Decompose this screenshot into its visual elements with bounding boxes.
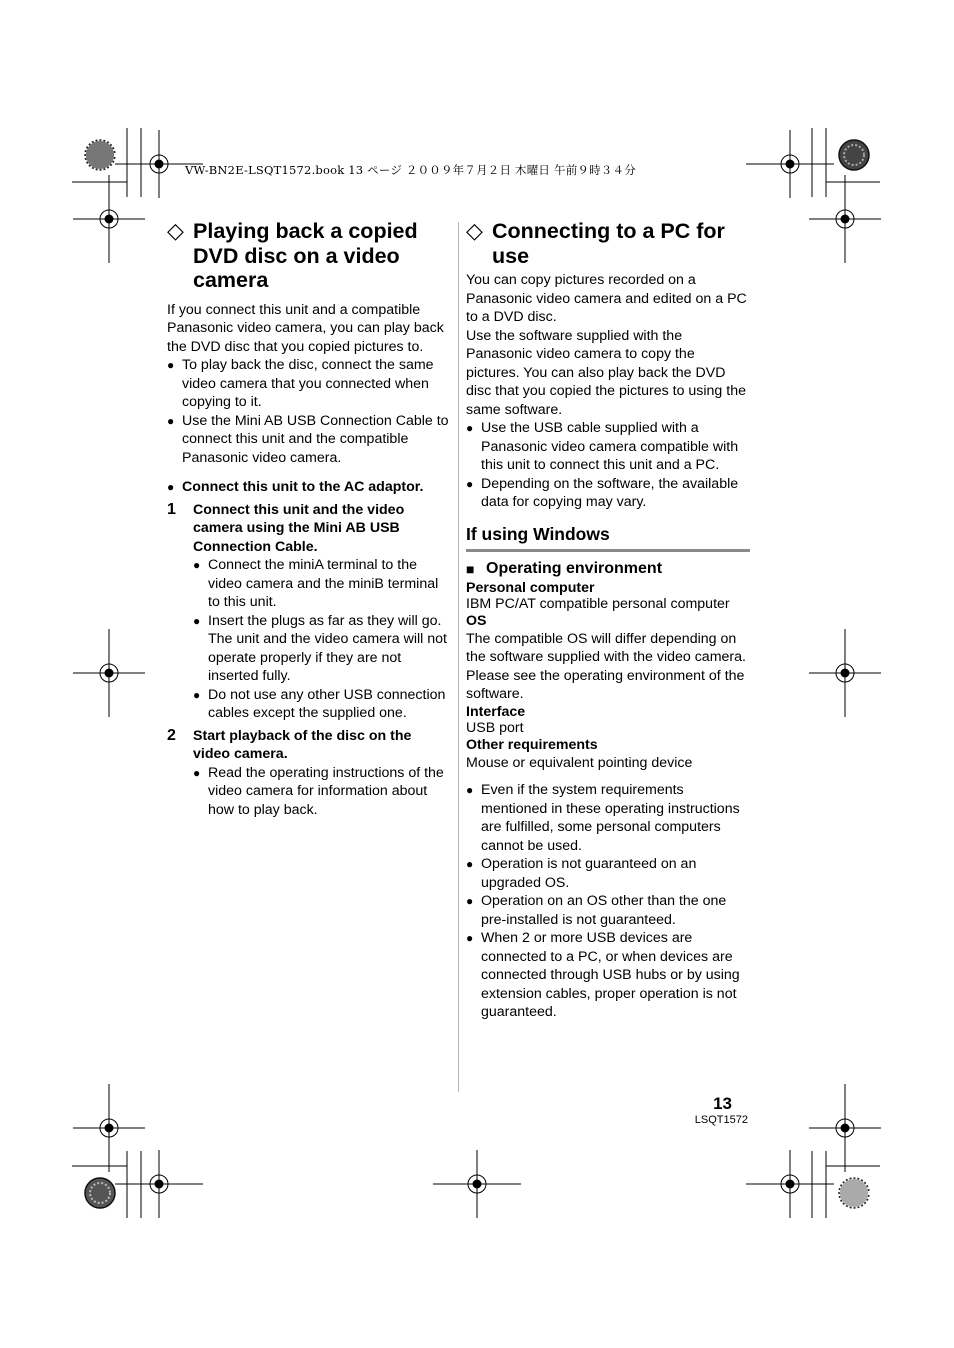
- section-title: Playing back a copied DVD disc on a video camera: [193, 219, 418, 292]
- list-item: ● Do not use any other USB connection cables except the supplied one.: [193, 686, 446, 721]
- model-code: LSQT1572: [694, 1114, 748, 1126]
- env-label: OS: [466, 613, 487, 629]
- right-column: [466, 219, 750, 1022]
- env-item: [466, 580, 750, 614]
- list-item: ● Use the USB cable supplied with a Panasonic video camera compatible with this unit to connect this unit and a PC.: [466, 420, 739, 473]
- section-heading-pc: [466, 219, 750, 268]
- env-label: Other requirements: [466, 737, 598, 753]
- bullet-dot-icon: ●: [466, 476, 474, 491]
- env-label: Personal computer: [466, 579, 595, 596]
- column-divider: [458, 222, 459, 1092]
- env-item: [466, 704, 750, 738]
- step-number: 1: [167, 500, 176, 518]
- env-value: IBM PC/AT compatible personal computer: [466, 596, 730, 612]
- print-job-header: VW-BN2E-LSQT1572.book 13 ページ ２００９年７月２日 木曜日 午前９時３４分: [185, 163, 636, 177]
- bullet-dot-icon: ●: [193, 613, 201, 628]
- bullet-dot-icon: ●: [466, 857, 474, 871]
- bullet-dot-icon: ●: [466, 783, 474, 797]
- list-item: ● Insert the plugs as far as they will go. The unit and the video camera will not operate properly if they are not inserted fully.: [193, 612, 447, 684]
- list-item: ● When 2 or more USB devices are connected to a PC, or when devices are connected through USB hubs or by using extension cables, proper operation is not guaranteed.: [466, 930, 740, 1020]
- diamond-outline-icon: ◇: [167, 218, 184, 243]
- list-item: ● Operation on an OS other than the one pre-installed is not guaranteed.: [466, 893, 727, 928]
- page-number: 13: [713, 1094, 732, 1113]
- env-value: USB port: [466, 720, 524, 736]
- env-label: Interface: [466, 703, 526, 720]
- step-number: 2: [167, 726, 176, 744]
- list-item: ● Even if the system requirements mentioned in these operating instructions are fulfilled, some personal computers cannot be used.: [466, 782, 740, 854]
- section-heading-playback: [167, 219, 449, 293]
- bullet-dot-icon: ●: [167, 358, 175, 372]
- left-column: [167, 219, 449, 819]
- step-2: [167, 727, 449, 764]
- intro-paragraph: You can copy pictures recorded on a Panasonic video camera and edited on a PC to a DVD disc.: [466, 272, 747, 325]
- bullet-dot-icon: ●: [193, 687, 201, 702]
- subsection-heading: ■ Operating environment: [466, 558, 750, 580]
- step-1: [167, 501, 449, 557]
- bullet-dot-icon: ●: [167, 413, 175, 428]
- pre-step-instruction: ● Connect this unit to the AC adaptor.: [167, 479, 424, 495]
- intro-paragraph: If you connect this unit and a compatible Panasonic video camera, you can play back the DVD disc that you copied pictures to.: [167, 301, 444, 355]
- step-text: Start playback of the disc on the video camera.: [193, 727, 412, 762]
- bullet-dot-icon: ●: [193, 765, 201, 780]
- bullet-dot-icon: ●: [466, 421, 474, 435]
- env-item: [466, 613, 750, 704]
- list-item: ● Depending on the software, the available data for copying may vary.: [466, 475, 739, 510]
- env-value: The compatible OS will differ depending on the software supplied with the video camera. Please see the operating environment of the software.: [466, 630, 746, 702]
- bullet-dot-icon: ●: [466, 894, 474, 908]
- section-title: Connecting to a PC for use: [492, 219, 725, 268]
- list-item: ● Use the Mini AB USB Connection Cable to connect this unit and the compatible Panasonic video camera.: [167, 412, 449, 466]
- diamond-outline-icon: ◇: [466, 218, 483, 243]
- bullet-dot-icon: ●: [466, 931, 474, 945]
- list-item: ● To play back the disc, connect the same video camera that you connected when copying to it.: [167, 357, 434, 410]
- env-item: [466, 737, 750, 772]
- env-value: Mouse or equivalent pointing device: [466, 754, 693, 771]
- list-item: ● Connect the miniA terminal to the video camera and the miniB terminal to this unit.: [193, 557, 439, 610]
- list-item: ● Read the operating instructions of the video camera for information about how to play back.: [193, 764, 444, 818]
- black-square-icon: ■: [466, 560, 475, 577]
- step-text: Connect this unit and the video camera using the Mini AB USB Connection Cable.: [193, 501, 405, 555]
- bullet-dot-icon: ●: [193, 558, 201, 572]
- intro-paragraph: Use the software supplied with the Panasonic video camera to copy the pictures. You can also play back the DVD disc that you copied the pictures to using the same software.: [466, 327, 746, 418]
- bullet-dot-icon: ●: [167, 480, 175, 494]
- list-item: ● Operation is not guaranteed on an upgraded OS.: [466, 856, 697, 891]
- subheading-windows: If using Windows: [466, 523, 750, 552]
